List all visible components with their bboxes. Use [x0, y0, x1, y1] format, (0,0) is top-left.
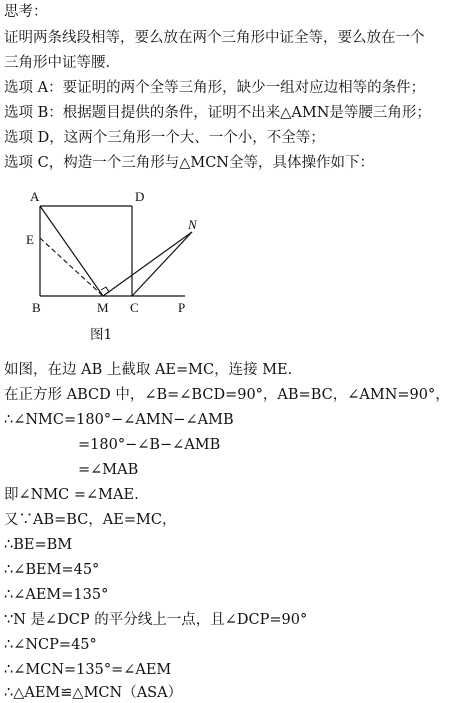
option-c-line: 选项 C，构造一个三角形与△MCN全等，具体操作如下：: [4, 155, 374, 171]
proof-line: 即∠NMC =∠MAE.: [4, 487, 139, 503]
proof-line: ∵N 是∠DCP 的平分线上一点，且∠DCP=90°: [4, 612, 308, 628]
label-e: E: [26, 232, 34, 247]
segment-em-dashed: [40, 238, 103, 296]
right-angle-mark: [101, 287, 109, 295]
option-a-line: 选项 A：要证明的两个全等三角形，缺少一组对应边相等的条件；: [4, 80, 426, 96]
proof-line: ∴∠AEM=135°: [4, 587, 109, 603]
proof-line: ∴△AEM≌△MCN（ASA）: [4, 685, 183, 701]
label-b: B: [32, 300, 41, 315]
proof-line: =∠MAB: [78, 462, 139, 478]
label-c: C: [130, 300, 139, 315]
label-m: M: [97, 300, 109, 315]
proof-line: =180°−∠B−∠AMB: [78, 437, 221, 453]
proof-line: 又∵AB=BC，AE=MC，: [4, 512, 177, 528]
segment-mn: [103, 232, 192, 296]
proof-line: ∴∠MCN=135°=∠AEM: [4, 662, 172, 678]
label-p: P: [178, 300, 186, 315]
label-d: D: [135, 189, 145, 204]
segment-cn: [132, 232, 192, 296]
geometry-figure: [20, 186, 220, 321]
label-n: N: [188, 217, 197, 232]
proof-line: ∴∠NCP=45°: [4, 637, 97, 653]
proof-line: ∴BE=BM: [4, 537, 73, 553]
intro-line: 证明两条线段相等，要么放在两个三角形中证全等，要么放在一个: [4, 30, 425, 46]
figure-caption: 图1: [90, 327, 113, 343]
heading-thinking: 思考：: [4, 4, 48, 20]
proof-line: 在正方形 ABCD 中，∠B=∠BCD=90°，AB=BC，∠AMN=90°，: [4, 387, 450, 403]
intro-line: 三角形中证等腰.: [4, 55, 111, 71]
proof-line: ∴∠NMC=180°−∠AMN−∠AMB: [4, 412, 234, 428]
segment-am: [40, 206, 103, 296]
option-d-line: 选项 D，这两个三角形一个大、一个小，不全等；: [4, 130, 325, 146]
proof-line: ∴∠BEM=45°: [4, 562, 100, 578]
option-b-line: 选项 B：根据题目提供的条件，证明不出来△AMN是等腰三角形；: [4, 105, 431, 121]
proof-line: 如图，在边 AB 上截取 AE=MC，连接 ME.: [4, 362, 293, 378]
label-a: A: [30, 189, 40, 204]
